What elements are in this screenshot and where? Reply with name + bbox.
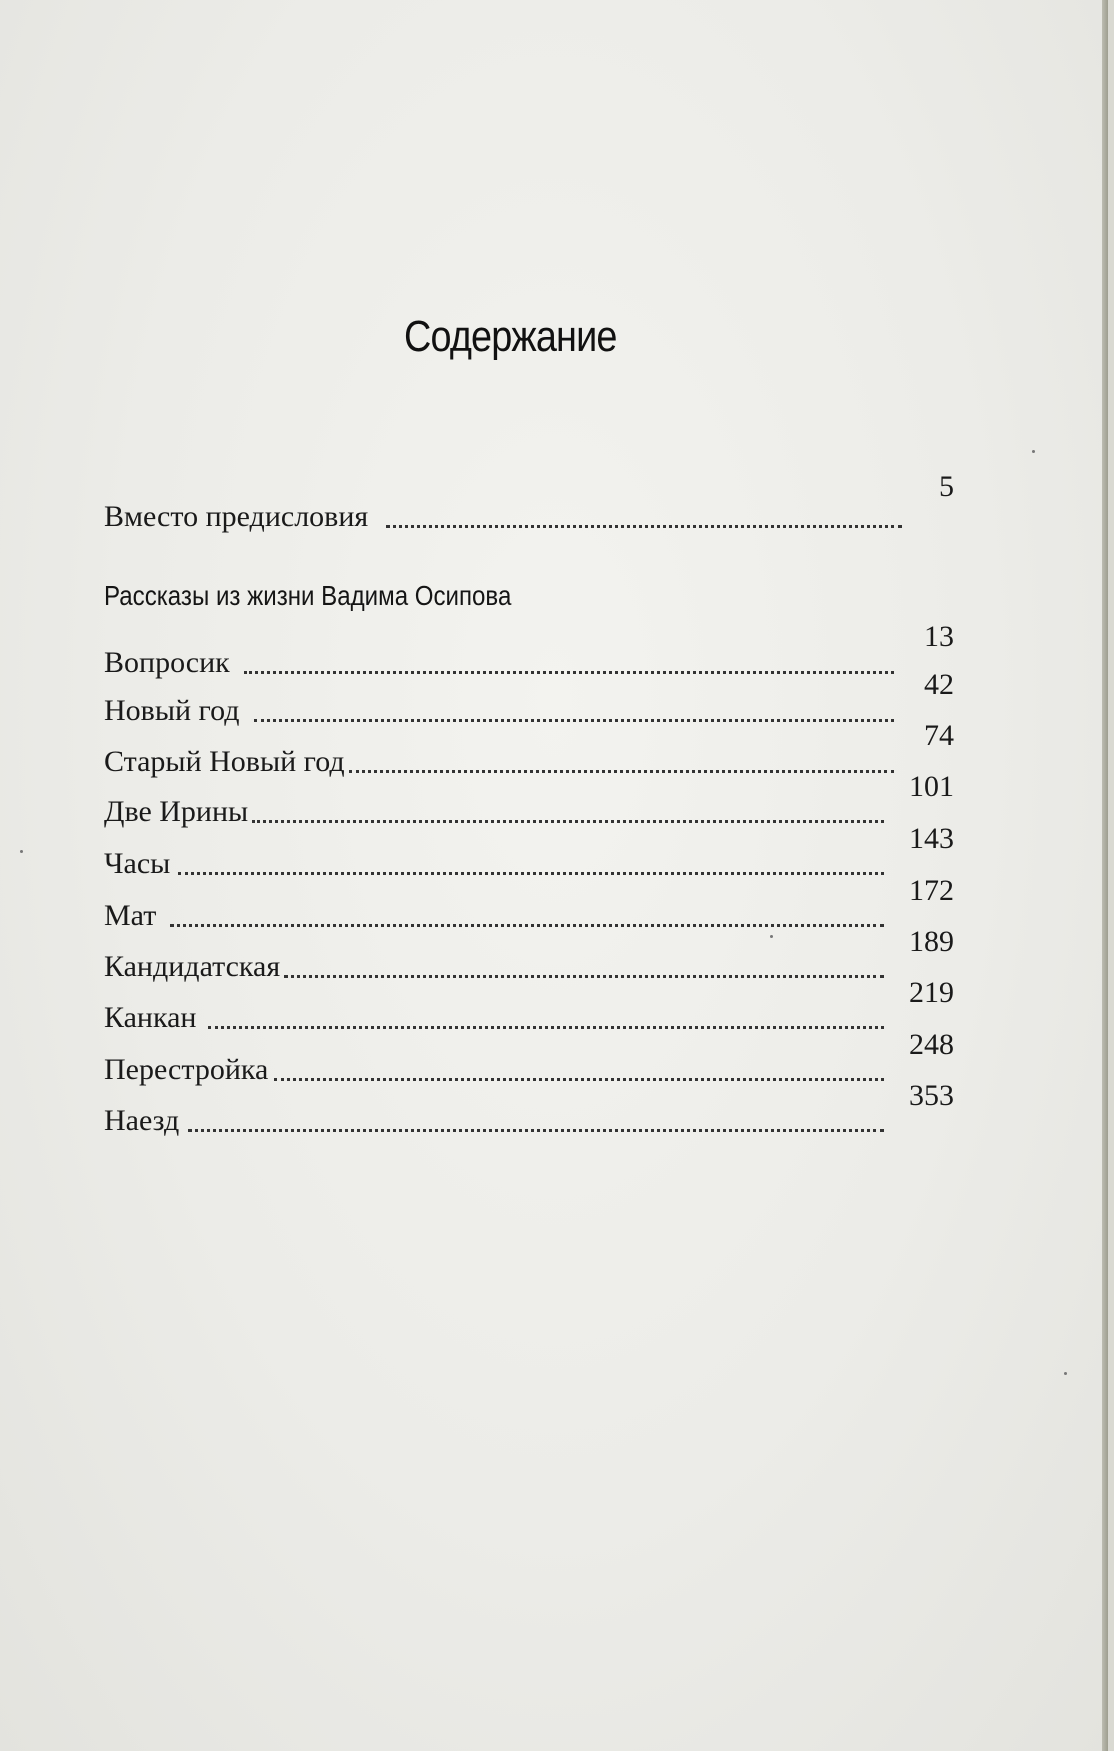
toc-entry xyxy=(104,976,954,1035)
toc-entry-label: Мат xyxy=(104,899,157,932)
toc-entry-page: 189 xyxy=(909,925,954,958)
toc-entry-page: 219 xyxy=(909,976,954,1009)
toc-entry-label: Вместо предисловия xyxy=(104,500,369,533)
toc-entry-page: 13 xyxy=(924,620,954,653)
toc-entry-label: Перестройка xyxy=(104,1053,269,1086)
toc-entry-page: 42 xyxy=(924,668,954,701)
dot-leader xyxy=(188,1129,884,1132)
toc-entry-label: Канкан xyxy=(104,1001,197,1034)
toc-entry xyxy=(104,1079,954,1138)
toc-entry-label: Часы xyxy=(104,847,171,880)
toc-entry-label: Старый Новый год xyxy=(104,745,345,778)
toc-entry-label: Новый год xyxy=(104,694,240,727)
toc-entry-page: 172 xyxy=(909,874,954,907)
page-edge xyxy=(1102,0,1108,1751)
section-heading: Рассказы из жизни Вадима Осипова xyxy=(104,580,512,611)
paper-speck xyxy=(20,850,23,853)
toc-entry-label: Наезд xyxy=(104,1104,180,1137)
toc-entry-label: Две Ирины xyxy=(104,795,249,828)
toc-entry-label: Вопросик xyxy=(104,646,230,679)
toc-entry xyxy=(104,822,954,881)
toc-entry-page: 353 xyxy=(909,1079,954,1112)
paper-speck xyxy=(1032,450,1035,453)
toc-entry-page: 143 xyxy=(909,822,954,855)
toc-entry-page: 74 xyxy=(924,719,954,752)
toc-entry-preface xyxy=(104,470,954,534)
toc-entry-page: 248 xyxy=(909,1028,954,1061)
toc-entry-page: 5 xyxy=(939,470,954,503)
toc-entry-label: Кандидатская xyxy=(104,950,281,983)
paper-speck xyxy=(770,935,773,938)
dot-leader xyxy=(386,525,902,528)
page-title: Содержание xyxy=(404,312,617,361)
toc-entry xyxy=(104,770,954,829)
paper-speck xyxy=(1064,1372,1067,1375)
toc-entry-page: 101 xyxy=(909,770,954,803)
